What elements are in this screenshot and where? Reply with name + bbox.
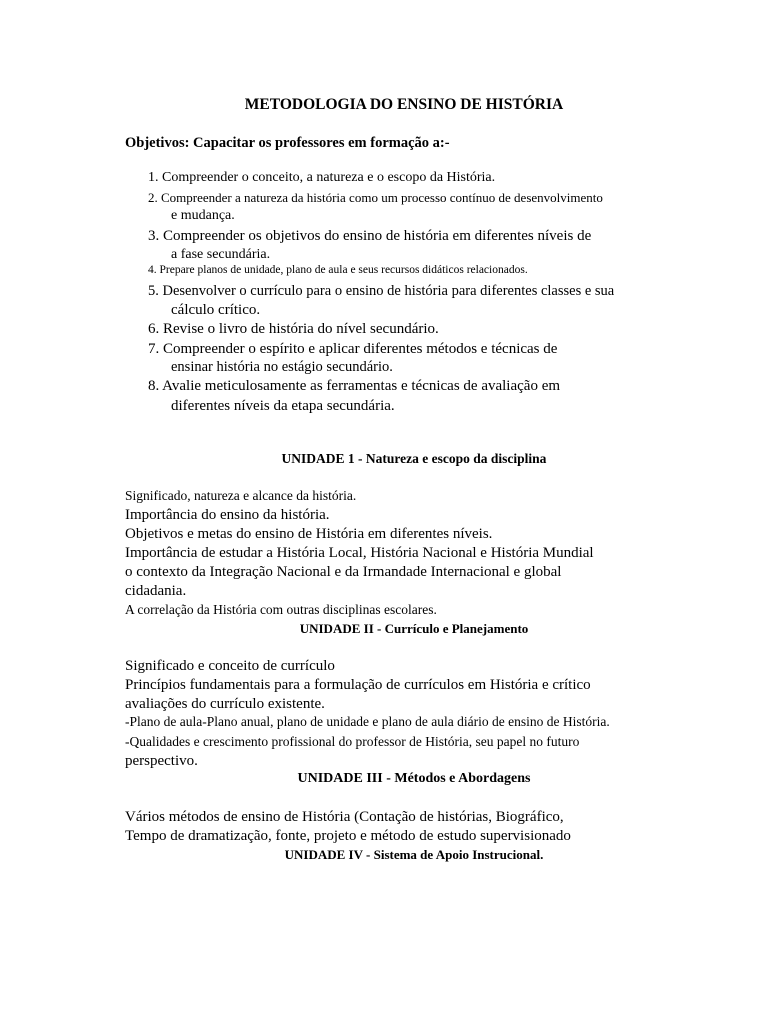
unit-1-line: cidadania. [125, 583, 187, 599]
objective-4: 4. Prepare planos de unidade, plano de aula e seus recursos didáticos relacionados. [148, 264, 528, 276]
unit-1-line: Significado, natureza e alcance da história. [125, 488, 357, 503]
unit-2-line: Princípios fundamentais para a formulação de currículos em História e crítico [125, 677, 591, 693]
objective-1: 1. Compreender o conceito, a natureza e o escopo da História. [148, 170, 496, 185]
objective-5: 5. Desenvolver o currículo para o ensino de história para diferentes classes e sua [148, 283, 615, 299]
objective-8-cont: diferentes níveis da etapa secundária. [171, 398, 395, 414]
objective-8: 8. Avalie meticulosamente as ferramentas e técnicas de avaliação em [148, 378, 561, 394]
unit-1-line: o contexto da Integração Nacional e da Irmandade Internacional e global [125, 564, 562, 580]
objective-3-cont: a fase secundária. [171, 247, 271, 262]
objective-2-cont: e mudança. [171, 208, 235, 223]
page-title: METODOLOGIA DO ENSINO DE HISTÓRIA [244, 96, 564, 113]
objective-6: 6. Revise o livro de história do nível secundário. [148, 321, 439, 337]
objective-7-cont: ensinar história no estágio secundário. [171, 359, 393, 375]
unit-2-line: Significado e conceito de currículo [125, 658, 335, 674]
objective-7: 7. Compreender o espírito e aplicar diferentes métodos e técnicas de [148, 341, 558, 357]
unit-1-title: UNIDADE 1 - Natureza e escopo da disciplina [281, 451, 547, 466]
unit-1-line: A correlação da História com outras disciplinas escolares. [125, 602, 437, 617]
unit-1-line: Objetivos e metas do ensino de História em diferentes níveis. [125, 526, 493, 542]
unit-3-title: UNIDADE III - Métodos e Abordagens [297, 771, 531, 786]
unit-2-line: perspectivo. [125, 753, 198, 769]
unit-4-title: UNIDADE IV - Sistema de Apoio Instrucional. [284, 847, 544, 862]
unit-2-line: -Plano de aula-Plano anual, plano de unidade e plano de aula diário de ensino de História. [125, 714, 610, 729]
unit-1-line: Importância do ensino da história. [125, 507, 330, 523]
unit-1-line: Importância de estudar a História Local, História Nacional e História Mundial [125, 545, 594, 561]
objective-2: 2. Compreender a natureza da história como um processo contínuo de desenvolvimento [148, 190, 603, 205]
objective-3: 3. Compreender os objetivos do ensino de história em diferentes níveis de [148, 228, 592, 244]
unit-3-line: Vários métodos de ensino de História (Contação de histórias, Biográfico, [125, 809, 564, 825]
unit-2-line: avaliações do currículo existente. [125, 696, 325, 712]
objective-5-cont: cálculo crítico. [171, 302, 261, 318]
unit-2-title: UNIDADE II - Currículo e Planejamento [299, 621, 529, 636]
unit-2-line: -Qualidades e crescimento profissional do professor de História, seu papel no futuro [125, 734, 580, 749]
objectives-heading: Objetivos: Capacitar os professores em formação a:- [125, 135, 450, 151]
unit-3-line: Tempo de dramatização, fonte, projeto e método de estudo supervisionado [125, 828, 571, 844]
